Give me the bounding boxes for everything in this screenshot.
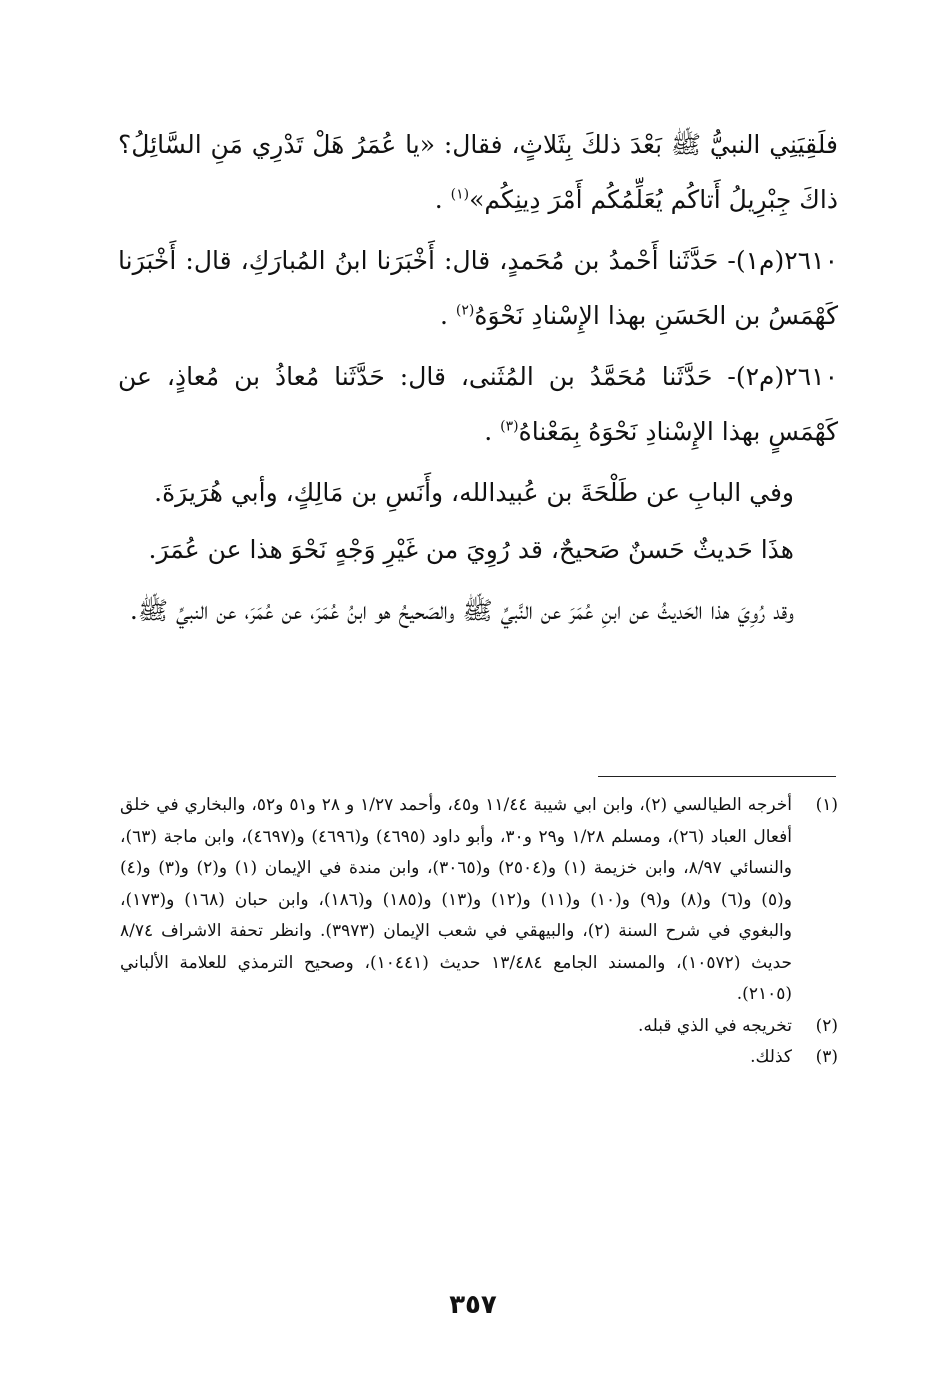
footnote-text: أخرجه الطيالسي (٢)، وابن ابي شيبة ١١/٤٤ و٤٥، وأحمد ١/٢٧ و ٢٨ و٥١ و٥٢، والبخاري في خلق أفعال العباد (٢٦)، ومسلم ١/٢٨ و٢٩ و٣٠، وأبو داود (٤٦٩٥) و(٤٦٩٦) و(٤٦٩٧)، وابن ماجة (٦٣)، والنسائي ٨/٩٧، وابن خزيمة (١) و(٢٥٠٤) و(٣٠٦٥)، وابن مندة في الإيمان (١) و(٢) و(٣) و(٤) و(٥) و(٦) و(٨) و(٩) و(١٠) و(١١) و(١٢) و(١٣) و(١٨٥) و(١٨٦)، وابن حبان (١٦٨) و(١٧٣)، والبغوي في شرح السنة (٢)، والبيهقي في شعب الإيمان (٣٩٧٣). وانظر تحفة الاشراف ٨/٧٤ حديث (١٠٥٧٢)، والمسند الجامع ١٣/٤٨٤ حديث (١٠٤٤١)، وصحيح الترمذي للعلامة الألباني (٢١٠٥).: [120, 795, 793, 1004]
footnote-number: (٢): [815, 1015, 838, 1036]
footnote-number: (٣): [815, 1047, 838, 1067]
page-number: ٣٥٧: [449, 1290, 497, 1320]
footnote: [120, 790, 838, 1011]
paragraph: [118, 233, 838, 343]
paragraph: [118, 349, 838, 459]
footnote-marker: (٢): [455, 302, 475, 319]
footnote-text: تخريجه في الذي قبله.: [638, 1015, 792, 1036]
paragraph-tail: .: [440, 301, 456, 330]
paragraph-text: ٢٦١٠(م١)- حَدَّثَنا أَحْمدُ بن مُحَمدٍ، قال: أَخْبَرَنا ابنُ المُبارَكِ، قال: أَخْبَرَنا كَهْمَسُ بن الحَسَنِ بهذا الإِسْنادِ نَحْوَهُ: [118, 246, 838, 330]
paragraph-text: ٢٦١٠(م٢)- حَدَّثَنا مُحَمَّدُ بن المُثَنى، قال: حَدَّثَنا مُعاذُ بن مُعاذٍ، عن كَهْمَسٍ بهذا الإِسْنادِ نَحْوَهُ بِمَعْناهُ: [118, 362, 838, 446]
paragraph: [118, 465, 838, 520]
paragraph-tail: .: [484, 417, 501, 446]
paragraph-text: هذَا حَديثٌ حَسنٌ صَحيحٌ، قد رُوِيَ من غَيْرِ وَجْهٍ نَحْوَ هذا عن عُمَرَ.: [148, 535, 794, 564]
paragraph-tail: .: [434, 185, 451, 214]
footnote: [120, 1042, 838, 1074]
footnote: [120, 1011, 838, 1043]
footnotes: [120, 790, 838, 1074]
footnote-text: كذلك.: [750, 1047, 792, 1067]
paragraph: [118, 117, 838, 227]
paragraph-text: وفي البابِ عن طَلْحَةَ بن عُبيدالله، وأَنَسِ بن مَالِكٍ، وأبي هُرَيرَةَ.: [154, 478, 794, 507]
footnote-number: (١): [815, 795, 838, 815]
footnote-marker: (١): [450, 186, 470, 203]
paragraph-text: فلَقِيَنِي النبيُّ ﷺ بَعْدَ ذلكَ بِثَلاثٍ، فقال: «يا عُمَرُ هَلْ تَدْرِي مَنِ السَّائِلُ؟ ذاكَ جِبْرِيلُ أَتاكُم يُعَلِّمُكُم أَمْرَ دِينِكُم»: [118, 130, 838, 214]
paragraph: [118, 583, 838, 638]
footnote-marker: (٣): [500, 418, 519, 435]
paragraph: [118, 522, 838, 577]
main-text: [118, 117, 838, 638]
paragraph-text: وقد رُوِيَ هذا الحَديثُ عن ابنِ عُمَرَ عن النَّبيِّ ﷺ والصَحيحُ هو ابنُ عُمَرَ، عن عُمَرَ، عن النبيِّ ﷺ.: [129, 596, 794, 625]
footnote-divider: [598, 776, 836, 777]
